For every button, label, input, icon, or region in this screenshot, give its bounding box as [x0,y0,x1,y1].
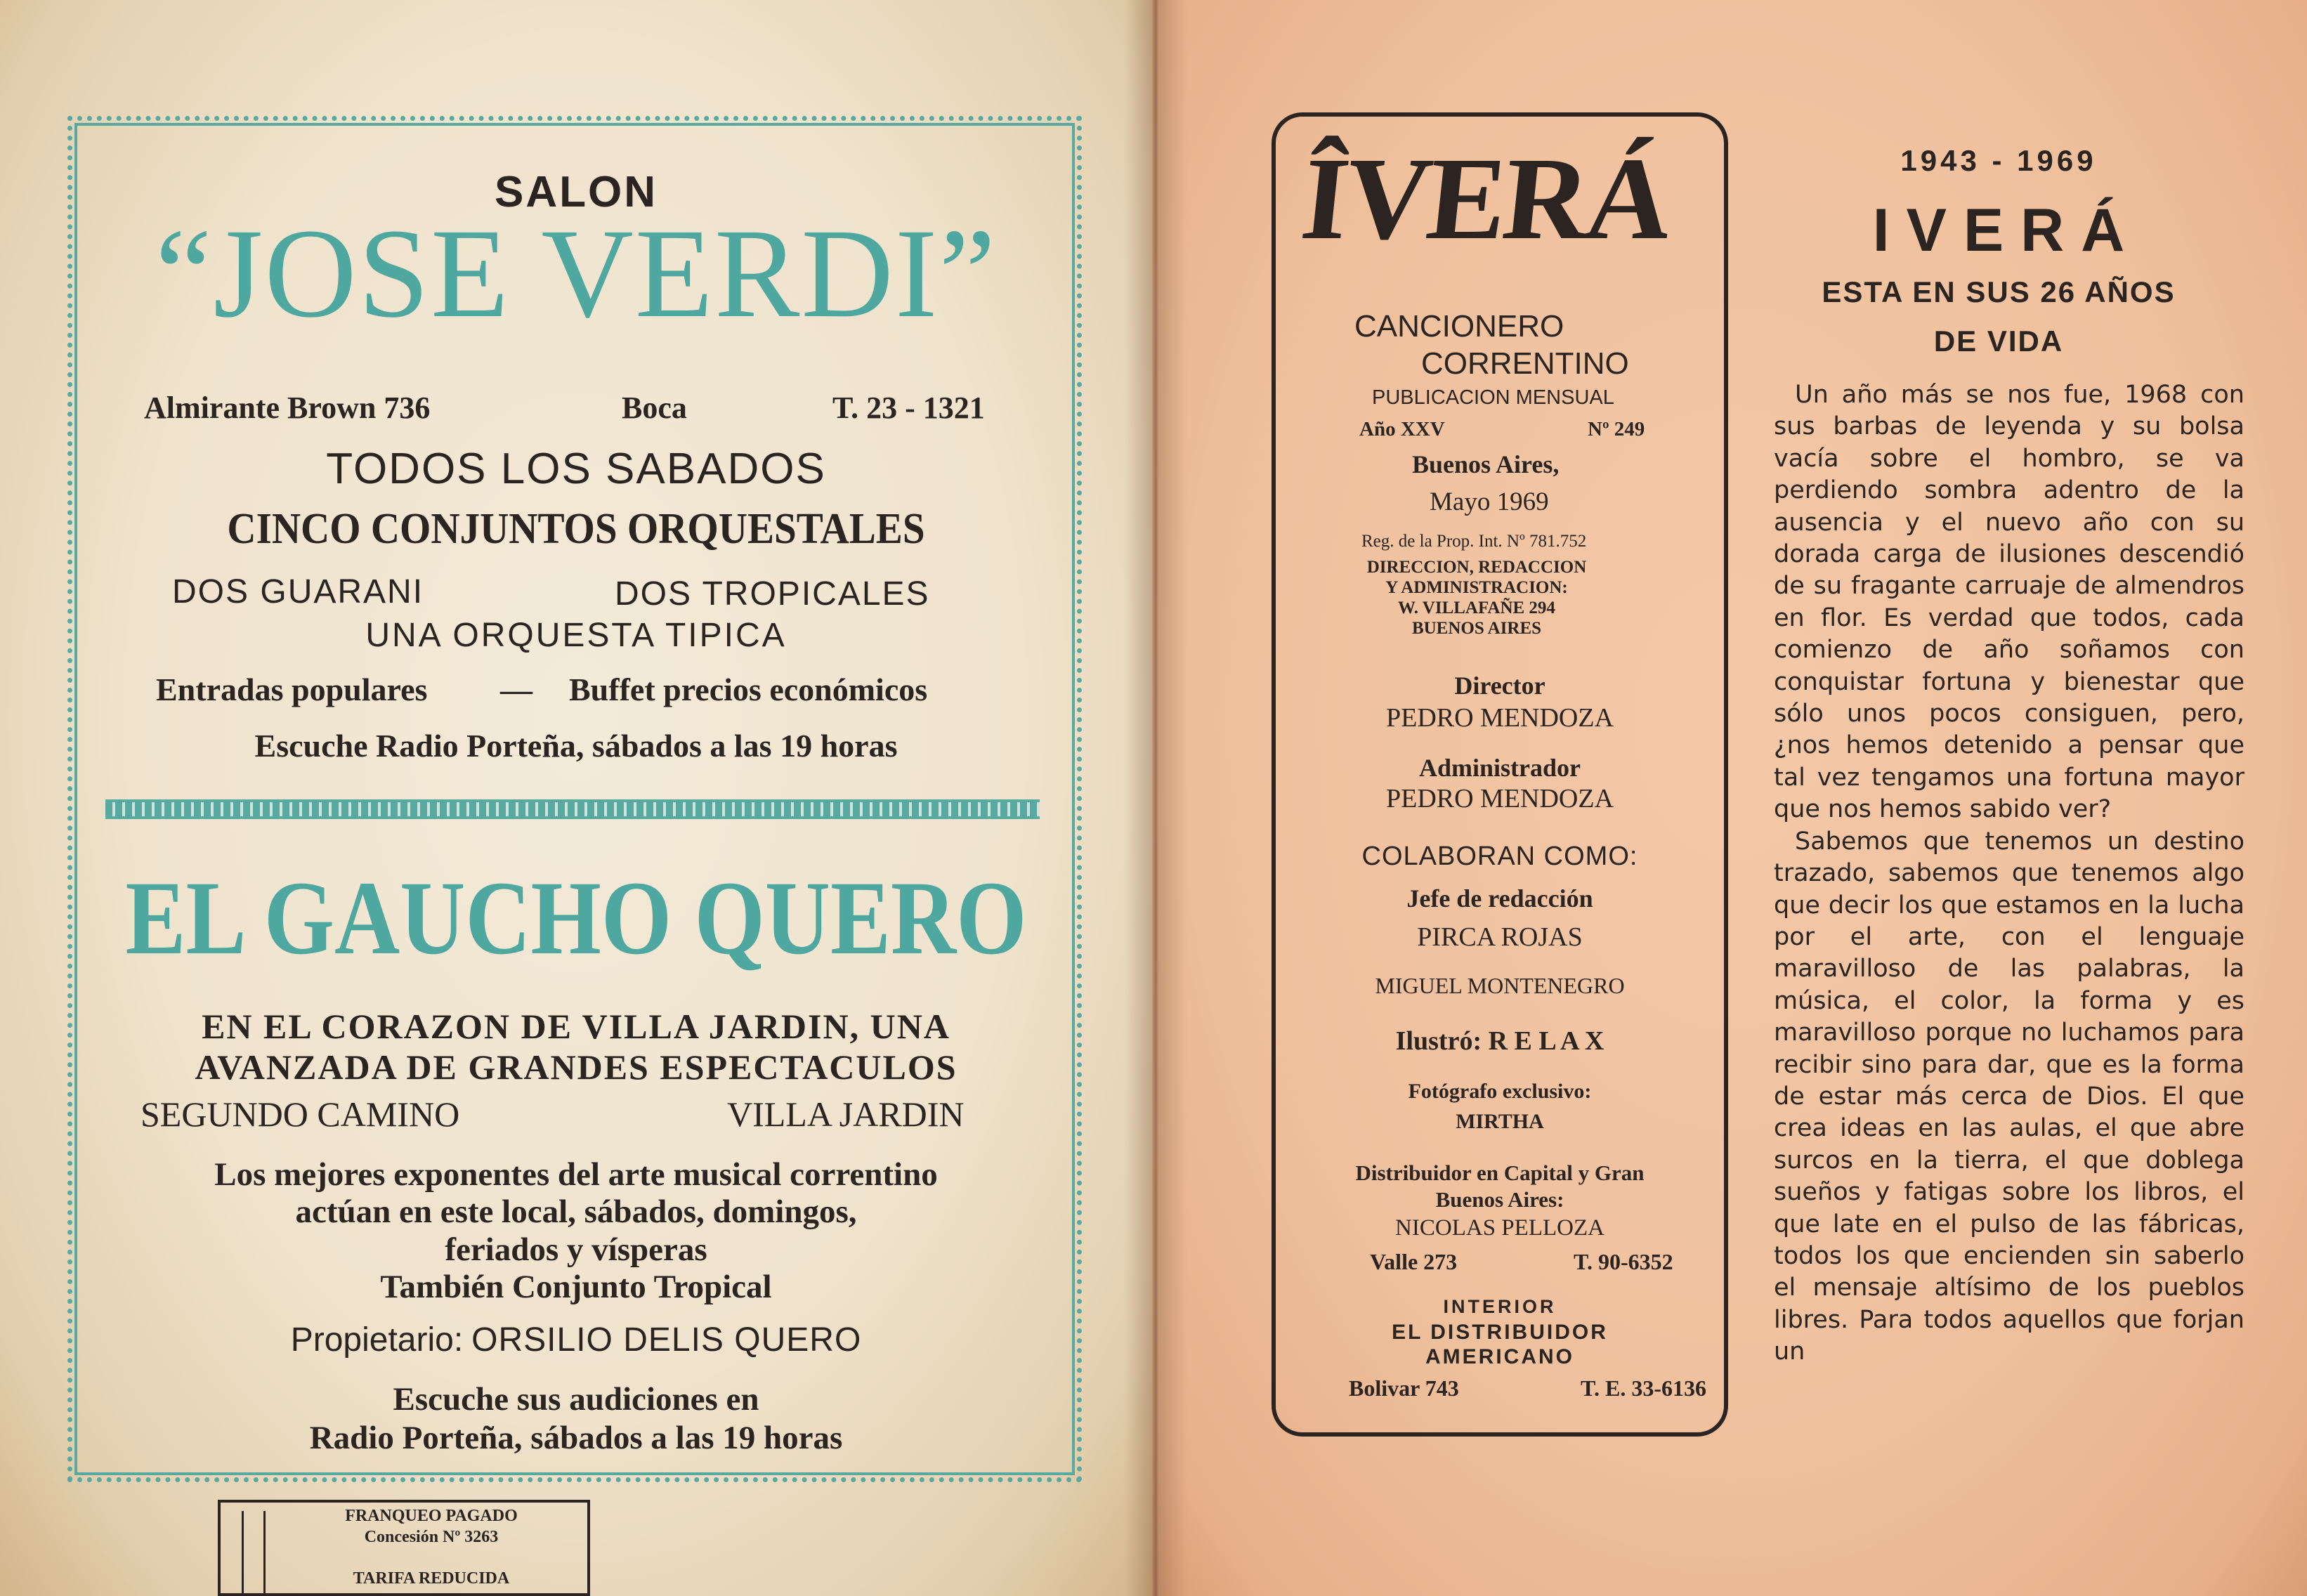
collab-title: COLABORAN COMO: [1361,842,1638,871]
masthead-subtitle-2: CORRENTINO [1421,346,1629,381]
masthead-subtitle-1: CANCIONERO [1354,309,1564,344]
gaucho-desc-2: actúan en este local, sábados, domingos, [295,1193,857,1230]
registry: Reg. de la Prop. Int. Nº 781.752 [1361,532,1587,551]
article-subtitle-1: ESTA EN SUS 26 AÑOS [1822,275,2176,308]
group-guarani: DOS GUARANI [172,573,424,610]
article-title: I V E R Á [1872,197,2125,264]
distributor-line-1: Distribuidor en Capital y Gran [1355,1160,1645,1185]
gaucho-radio-1: Escuche sus audiciones en [393,1381,759,1418]
gaucho-desc-3: feriados y vísperas [445,1231,707,1268]
salon-radio: Escuche Radio Porteña, sábados a las 19 horas [254,728,898,764]
article-years: 1943 - 1969 [1900,144,2097,177]
gaucho-name: EL GAUCHO QUERO [125,860,1027,976]
entries-text: Entradas populares [156,672,428,707]
admin-line-2: Y ADMINISTRACION: [1385,578,1568,597]
groups-title: CINCO CONJUNTOS ORQUESTALES [227,505,925,553]
salon-label: SALON [495,168,658,216]
chief-label: Jefe de redacción [1406,884,1593,913]
city: Buenos Aires, [1412,450,1560,478]
issue-number: Nº 249 [1588,418,1645,440]
owner-label: Propietario: [290,1321,464,1359]
gaucho-location-1: SEGUNDO CAMINO [140,1094,460,1134]
year: Año XXV [1359,418,1445,440]
stamp-line-1: FRANQUEO PAGADO [345,1507,518,1525]
salon-name: “JOSE VERDI” [155,203,998,344]
chief-name: PIRCA ROJAS [1417,922,1583,952]
gaucho-desc-1: Los mejores exponentes del arte musical correntino [214,1156,938,1193]
admin-line-4: BUENOS AIRES [1411,619,1542,638]
collaborator-name: MIGUEL MONTENEGRO [1375,973,1625,998]
article-body [1774,379,2244,1368]
distributor-address: Valle 273 [1370,1249,1458,1274]
illustrator-name: R E L A X [1488,1026,1605,1056]
illustrator [1282,1026,1718,1057]
gaucho-tagline-2: AVANZADA DE GRANDES ESPECTACULOS [195,1047,958,1087]
book-gutter [1124,0,1187,1596]
article-paragraph-1: Un año más se nos fue, 1968 con sus barbas de leyenda y su bolsa vacía sobre el hombro, se va perdiendo sombra adentro de la ausencia y el nuevo año con su dorada carga de ilusiones descendió de su fragante carruaje de almendros en flor. Es verdad que todos, cada comienzo de año soñamos con conquistar fortuna y bienestar que sólo unos pocos consiguen, pero, ¿nos hemos detenido a pensar que tal vez tengamos una fortuna mayor que nos hemos sabido ver? [1774,381,2244,824]
director-label: Director [1454,672,1545,700]
interior-line-2: EL DISTRIBUIDOR [1392,1321,1608,1344]
director-name: PEDRO MENDOZA [1385,703,1614,733]
photographer-label: Fotógrafo exclusivo: [1408,1080,1592,1103]
salon-address: Almirante Brown 736 [144,391,431,425]
left-page [0,0,1152,1596]
owner-name: ORSILIO DELIS QUERO [471,1321,862,1359]
interior-line-3: AMERICANO [1425,1345,1574,1368]
issue-date: Mayo 1969 [1430,488,1549,516]
entries-dash: — [500,672,532,707]
gaucho-owner [0,1321,1152,1359]
administrator-label: Administrador [1418,754,1581,782]
salon-phone: T. 23 - 1321 [832,391,985,425]
distributor-line-2: Buenos Aires: [1435,1187,1564,1212]
group-tropicales: DOS TROPICALES [615,575,930,613]
gaucho-desc-4: También Conjunto Tropical [380,1269,772,1305]
distributor-name: NICOLAS PELLOZA [1395,1215,1605,1241]
illustrator-label: Ilustró: [1395,1026,1482,1056]
publication: PUBLICACION MENSUAL [1372,386,1614,409]
admin-line-3: W. VILLAFAÑE 294 [1398,598,1555,617]
admin-line-1: DIRECCION, REDACCION [1366,558,1587,577]
administrator-name: PEDRO MENDOZA [1385,784,1614,813]
interior-line-1: INTERIOR [1443,1296,1557,1317]
gaucho-tagline-1: EN EL CORAZON DE VILLA JARDIN, UNA [202,1007,950,1046]
photographer-name: MIRTHA [1456,1110,1544,1133]
interior-phone: T. E. 33-6136 [1581,1375,1706,1401]
ornamental-divider [105,799,1040,819]
every-saturday: TODOS LOS SABADOS [326,445,826,493]
distributor-phone: T. 90-6352 [1574,1249,1673,1274]
stamp-line-3: TARIFA REDUCIDA [353,1569,510,1588]
buffet-text: Buffet precios económicos [569,672,928,707]
interior-address: Bolivar 743 [1349,1375,1459,1401]
article-subtitle-2: DE VIDA [1933,325,2064,358]
stamp-side-bar [242,1511,266,1595]
group-tipica: UNA ORQUESTA TIPICA [365,617,787,654]
salon-district: Boca [622,391,687,425]
postage-stamp [218,1500,590,1596]
gaucho-radio-2: Radio Porteña, sábados a las 19 horas [309,1420,843,1456]
article-paragraph-2: Sabemos que tenemos un destino trazado, sabemos que tenemos algo que decir los que estamos en la lucha por el arte, con el lenguaje maravilloso de las palabras, la música, el color, la forma y es maravilloso porque no luchamos para recibir sino para dar, que es la forma de estar más cerca de Dios. El que crea ideas en las aulas, el que abre surcos en la tierra, el que doblega sueños y fatigas sobre los libros, el que late en el pulso de las fábricas, todos los que encienden sin saberlo el mensaje altísimo de los pueblos libres. Para todos aquellos que forjan un [1774,827,2244,1366]
masthead-title: ÎVERÁ [1295,133,1676,264]
stamp-line-2: Concesión Nº 3263 [364,1528,499,1546]
gaucho-location-2: VILLA JARDIN [727,1094,965,1134]
admin-block [1336,557,1617,639]
